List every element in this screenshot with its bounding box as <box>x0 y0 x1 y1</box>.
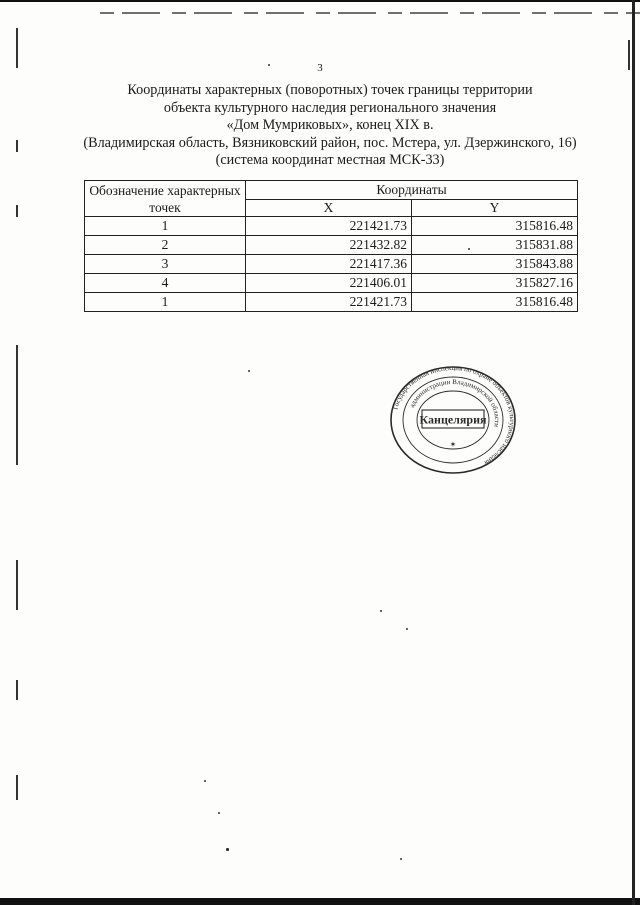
cell-y: 315827.16 <box>412 274 578 293</box>
table-row <box>85 293 578 312</box>
scan-bottom-edge <box>0 898 640 905</box>
cell-y: 315843.88 <box>412 255 578 274</box>
scan-speck <box>248 370 250 372</box>
scan-speck <box>204 780 206 782</box>
cell-y: 315816.48 <box>412 293 578 312</box>
cell-x: 221421.73 <box>246 293 412 312</box>
column-header-point: Обозначение характерных точек <box>85 181 246 217</box>
scan-margin-mark <box>16 680 18 700</box>
cell-point: 1 <box>85 293 246 312</box>
cell-point: 2 <box>85 236 246 255</box>
table-row <box>85 255 578 274</box>
cell-x: 221432.82 <box>246 236 412 255</box>
scan-margin-mark <box>16 560 18 610</box>
coordinates-table <box>84 180 578 312</box>
document-title <box>60 82 600 170</box>
table-row <box>85 236 578 255</box>
scan-right-edge <box>632 0 635 905</box>
table-row <box>85 274 578 293</box>
table-row <box>85 217 578 236</box>
scan-speck <box>400 858 402 860</box>
cell-x: 221406.01 <box>246 274 412 293</box>
title-line: объекта культурного наследия регионального значения <box>163 99 497 116</box>
stamp-outer-text: Государственная инспекция по охране объектов культурного наследия <box>391 365 517 468</box>
scan-top-edge <box>0 0 640 6</box>
cell-x: 221417.36 <box>246 255 412 274</box>
cell-point: 3 <box>85 255 246 274</box>
scan-margin-mark <box>16 345 18 465</box>
title-line: (Владимирская область, Вязниковский район, пос. Мстера, ул. Дзержинского, 16) <box>83 134 577 151</box>
stamp-star-icon: ✶ <box>449 440 457 449</box>
cell-y: 315816.48 <box>412 217 578 236</box>
column-header-coordinates: Координаты <box>246 181 578 200</box>
cell-point: 1 <box>85 217 246 236</box>
scan-speck <box>380 610 382 612</box>
scan-speck <box>226 848 229 851</box>
cell-y: 315831.88 <box>412 236 578 255</box>
scan-margin-mark <box>16 140 18 152</box>
column-header-x: X <box>246 200 412 217</box>
title-line: Координаты характерных (поворотных) точек границы территории <box>127 82 533 98</box>
scan-top-dash <box>100 12 640 14</box>
cell-x: 221421.73 <box>246 217 412 236</box>
stamp-inner-text: администрации Владимирской области <box>407 377 502 428</box>
stamp-center-text: Канцелярия <box>419 412 487 427</box>
scan-speck <box>218 812 220 814</box>
scan-margin-mark <box>16 775 18 800</box>
column-header-y: Y <box>412 200 578 217</box>
title-line: (система координат местная МСК-33) <box>215 152 445 168</box>
page-number: 3 <box>317 62 323 74</box>
scan-speck <box>406 628 408 630</box>
office-stamp <box>389 365 517 475</box>
title-line: «Дом Мумриковых», конец XIX в. <box>226 117 434 133</box>
scan-margin-mark <box>16 205 18 217</box>
cell-point: 4 <box>85 274 246 293</box>
